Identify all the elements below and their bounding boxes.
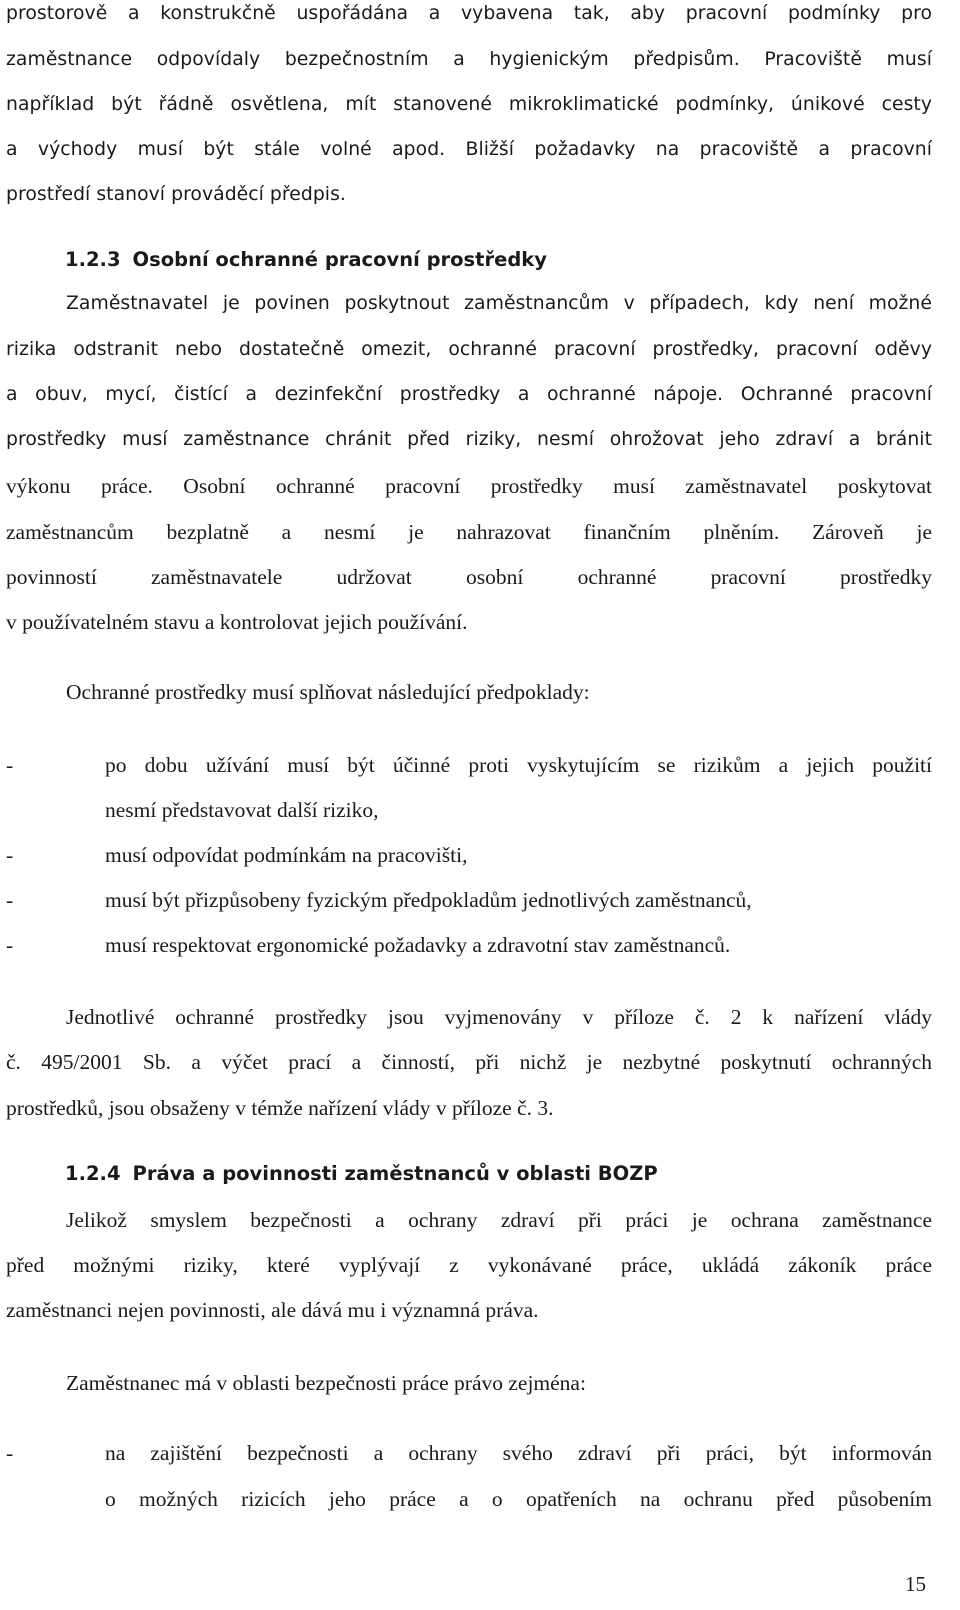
text-line: Jelikož smyslem bezpečnosti a ochrany zdraví při práci je ochrana zaměstnance bbox=[66, 1208, 932, 1232]
text-line: prostředků, jsou obsaženy v témže nařízení vlády v příloze č. 3. bbox=[6, 1096, 554, 1120]
text-line: a obuv, mycí, čistící a dezinfekční prostředky a ochranné nápoje. Ochranné pracovní bbox=[6, 384, 932, 405]
list-item-text: nesmí představovat další riziko, bbox=[105, 798, 379, 822]
text-line: před možnými riziky, které vyplývají z vykonávané práce, ukládá zákoník práce bbox=[6, 1253, 932, 1277]
text-line: například být řádně osvětlena, mít stanovené mikroklimatické podmínky, únikové cesty bbox=[6, 94, 932, 115]
document-page bbox=[6, 0, 932, 1610]
page-number: 15 bbox=[905, 1572, 926, 1596]
dash-bullet: - bbox=[6, 888, 14, 912]
dash-bullet: - bbox=[6, 843, 14, 867]
section-number: 1.2.3 bbox=[65, 248, 121, 271]
text-line: výkonu práce. Osobní ochranné pracovní prostředky musí zaměstnavatel poskytovat bbox=[6, 474, 932, 498]
dash-bullet: - bbox=[6, 1441, 14, 1465]
requirements-intro: Ochranné prostředky musí splňovat následující předpoklady: bbox=[66, 680, 590, 704]
text-line: zaměstnanci nejen povinnosti, ale dává mu i významná práva. bbox=[6, 1298, 539, 1322]
text-line: č. 495/2001 Sb. a výčet prací a činností, při nichž je nezbytné poskytnutí ochranných bbox=[6, 1050, 932, 1074]
text-line: v používatelném stavu a kontrolovat jejich používání. bbox=[6, 610, 468, 634]
text-line: prostředí stanoví prováděcí předpis. bbox=[6, 184, 346, 205]
dash-bullet: - bbox=[6, 753, 14, 777]
section-title: Osobní ochranné pracovní prostředky bbox=[132, 248, 547, 271]
section-heading-1-2-4 bbox=[65, 1164, 658, 1184]
list-item-text: musí odpovídat podmínkám na pracovišti, bbox=[105, 843, 468, 867]
text-line: prostředky musí zaměstnance chránit před riziky, nesmí ohrožovat jeho zdraví a bránit bbox=[6, 429, 932, 450]
text-line: Jednotlivé ochranné prostředky jsou vyjmenovány v příloze č. 2 k nařízení vlády bbox=[66, 1005, 932, 1029]
list-item-text: musí být přizpůsobeny fyzickým předpokladům jednotlivých zaměstnanců, bbox=[105, 888, 752, 912]
section-title: Práva a povinnosti zaměstnanců v oblasti BOZP bbox=[132, 1162, 658, 1185]
section-number: 1.2.4 bbox=[65, 1162, 121, 1185]
list-item-text: o možných rizicích jeho práce a o opatřeních na ochranu před působením bbox=[105, 1487, 932, 1511]
text-line: zaměstnance odpovídaly bezpečnostním a hygienickým předpisům. Pracoviště musí bbox=[6, 49, 932, 70]
dash-bullet: - bbox=[6, 933, 14, 957]
text-line: zaměstnancům bezplatně a nesmí je nahrazovat finančním plněním. Zároveň je bbox=[6, 520, 932, 544]
rights-intro: Zaměstnanec má v oblasti bezpečnosti práce právo zejména: bbox=[66, 1371, 586, 1395]
text-line: Zaměstnavatel je povinen poskytnout zaměstnancům v případech, kdy není možné bbox=[66, 293, 932, 314]
text-line: rizika odstranit nebo dostatečně omezit, ochranné pracovní prostředky, pracovní oděvy bbox=[6, 339, 932, 360]
text-line: a východy musí být stále volné apod. Bližší požadavky na pracoviště a pracovní bbox=[6, 139, 932, 160]
list-item-text: musí respektovat ergonomické požadavky a zdravotní stav zaměstnanců. bbox=[105, 933, 731, 957]
text-line: prostorově a konstrukčně uspořádána a vybavena tak, aby pracovní podmínky pro bbox=[6, 3, 932, 24]
text-line: povinností zaměstnavatele udržovat osobní ochranné pracovní prostředky bbox=[6, 565, 932, 589]
list-item-text: po dobu užívání musí být účinné proti vyskytujícím se rizikům a jejich použití bbox=[105, 753, 932, 777]
section-heading-1-2-3 bbox=[65, 250, 547, 270]
list-item-text: na zajištění bezpečnosti a ochrany svého zdraví při práci, být informován bbox=[105, 1441, 932, 1465]
